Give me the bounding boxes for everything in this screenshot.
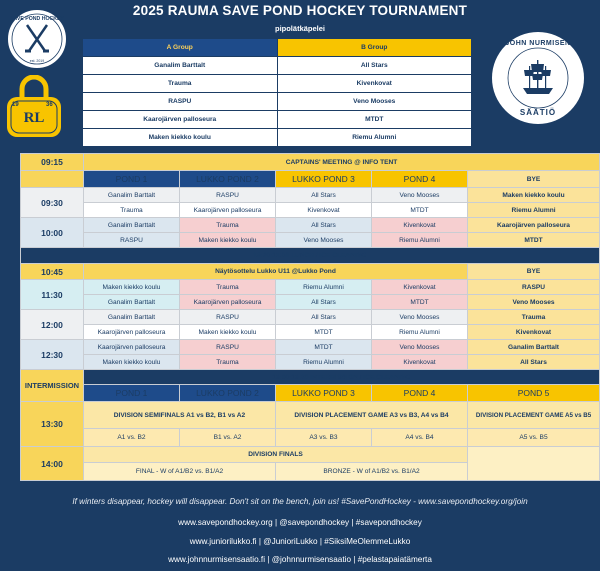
match-cell: Trauma [84, 203, 180, 218]
placement-game: DIVISION PLACEMENT GAME A3 vs B3, A4 vs B4 [276, 402, 468, 429]
division-finals: DIVISION FINALS [84, 447, 468, 463]
match-cell: Kivenkovat [372, 280, 468, 295]
group-b-team: Veno Mooses [277, 93, 472, 111]
match-cell: RASPU [180, 310, 276, 325]
group-a-team: Ganalim Barttalt [83, 57, 278, 75]
placement-game-5: DIVISION PLACEMENT GAME A5 vs B5 [468, 402, 600, 429]
match-cell: RASPU [84, 233, 180, 248]
match-cell: MTDT [276, 325, 372, 340]
time-cell: 09:15 [21, 154, 84, 171]
demo-game: Näytösottelu Lukko U11 @Lukko Pond [84, 264, 468, 280]
time-cell: 13:30 [21, 402, 84, 447]
empty-cell [468, 447, 600, 481]
lukko-year-b: 36 [46, 102, 53, 108]
match-cell: A3 vs. B3 [276, 429, 372, 447]
groups-table [82, 38, 472, 147]
match-cell: Kaarojärven palloseura [180, 203, 276, 218]
group-a-header: A Group [83, 39, 278, 57]
match-cell: Kivenkovat [276, 203, 372, 218]
match-cell: Veno Mooses [276, 233, 372, 248]
match-cell: Ganalim Barttalt [84, 218, 180, 233]
bye-header: BYE [468, 171, 600, 188]
group-a-team: RASPU [83, 93, 278, 111]
match-cell: All Stars [276, 218, 372, 233]
slogan-text: If winters disappear, hockey will disappear. Don't sit on the bench, join us! #SavePondHockey - www.savepondhockey.org/join [72, 497, 528, 506]
time-cell: 09:30 [21, 188, 84, 218]
group-b-team: Kivenkovat [277, 75, 472, 93]
time-cell: 12:30 [21, 340, 84, 370]
match-cell: RASPU [180, 188, 276, 203]
page-title: 2025 RAUMA SAVE POND HOCKEY TOURNAMENT [132, 3, 468, 18]
match-cell: Kaarojärven palloseura [84, 325, 180, 340]
match-cell: Veno Mooses [372, 340, 468, 355]
footer-line-jns: www.johnnurmisensaatio.fi | @johnnurmisensaatio | #pelastapaiatämerta [168, 555, 432, 564]
pond-header: POND 4 [372, 171, 468, 188]
match-cell: Veno Mooses [372, 188, 468, 203]
logo-year: est. 2019 [29, 59, 45, 63]
match-cell: Trauma [180, 355, 276, 370]
match-cell: Riemu Alumni [372, 325, 468, 340]
captains-meeting: CAPTAINS' MEETING @ INFO TENT [84, 154, 600, 171]
pond-header: POND 1 [84, 171, 180, 188]
nurmisen-text-top: JOHN NURMISEN [505, 40, 571, 47]
john-nurmisen-saatio-logo [490, 30, 586, 126]
lukko-logo [2, 75, 66, 141]
match-cell: Maken kiekko koulu [84, 280, 180, 295]
bye-team: Maken kiekko koulu [468, 188, 600, 203]
lukko-letters: RL [23, 110, 45, 126]
bye-team: Kaarojärven palloseura [468, 218, 600, 233]
group-b-team: MTDT [277, 111, 472, 129]
nurmisen-text-bottom: SÄÄTIÖ [519, 108, 557, 117]
match-cell: Kaarojärven palloseura [84, 340, 180, 355]
logo-text: SAVE POND HOCKEY [10, 16, 64, 22]
time-cell-empty [21, 171, 84, 188]
match-cell: A5 vs. B5 [468, 429, 600, 447]
time-cell: 14:00 [21, 447, 84, 481]
bye-team: Trauma [468, 310, 600, 325]
match-cell: All Stars [276, 310, 372, 325]
bye-team: RASPU [468, 280, 600, 295]
schedule-table [20, 153, 600, 481]
group-b-header: B Group [277, 39, 472, 57]
match-cell: MTDT [276, 340, 372, 355]
final-match: FINAL - W of A1/B2 vs. B1/A2 [84, 463, 276, 481]
group-b-team: Riemu Alumni [277, 129, 472, 147]
time-cell: 10:00 [21, 218, 84, 248]
bronze-match: BRONZE - W of A1/B2 vs. B1/A2 [276, 463, 468, 481]
group-a-team: Kaarojärven palloseura [83, 111, 278, 129]
pond-header: POND 1 [84, 385, 180, 402]
pond-header: POND 5 [468, 385, 600, 402]
time-cell: 10:45 [21, 264, 84, 280]
time-cell: 12:00 [21, 310, 84, 340]
intermission-label: INTERMISSION [21, 370, 84, 402]
match-cell: Maken kiekko koulu [84, 355, 180, 370]
pond-header: LUKKO POND 2 [180, 171, 276, 188]
match-cell: B1 vs. A2 [180, 429, 276, 447]
match-cell: Riemu Alumni [276, 280, 372, 295]
match-cell: Maken kiekko koulu [180, 325, 276, 340]
match-cell: Kivenkovat [372, 355, 468, 370]
match-cell: A4 vs. B4 [372, 429, 468, 447]
footer-line-lukko: www.juniorilukko.fi | @JunioriLukko | #SiksiMeOlemmeLukko [189, 537, 411, 546]
match-cell: Trauma [180, 218, 276, 233]
group-a-team: Trauma [83, 75, 278, 93]
match-cell: All Stars [276, 188, 372, 203]
lunch-break: 10:30-11:00 LUNCH / ICE CLEANING [21, 248, 600, 264]
match-cell: Veno Mooses [372, 310, 468, 325]
match-cell: Kivenkovat [372, 218, 468, 233]
match-cell: Riemu Alumni [372, 233, 468, 248]
match-cell: RASPU [180, 340, 276, 355]
group-b-team: All Stars [277, 57, 472, 75]
pond-header: LUKKO POND 3 [276, 171, 372, 188]
lukko-year-a: 19 [12, 102, 19, 108]
bye-team: Ganalim Barttalt [468, 340, 600, 355]
bye-team: Kivenkovat [468, 325, 600, 340]
page-subtitle: pipolätkäpelei [274, 24, 325, 33]
group-a-team: Maken kiekko koulu [83, 129, 278, 147]
footer-line-sph: www.savepondhockey.org | @savepondhockey | #savepondhockey [178, 518, 422, 527]
pond-header: LUKKO POND 2 [180, 385, 276, 402]
time-cell: 11:30 [21, 280, 84, 310]
match-cell: Riemu Alumni [276, 355, 372, 370]
match-cell: Ganalim Barttalt [84, 188, 180, 203]
match-cell: Ganalim Barttalt [84, 295, 180, 310]
match-cell: A1 vs. B2 [84, 429, 180, 447]
match-cell: Ganalim Barttalt [84, 310, 180, 325]
match-cell: Trauma [180, 280, 276, 295]
bye-header: BYE [468, 264, 600, 280]
match-cell: Maken kiekko koulu [180, 233, 276, 248]
bye-team: MTDT [468, 233, 600, 248]
save-pond-hockey-logo [5, 7, 69, 71]
match-cell: All Stars [276, 295, 372, 310]
bye-team: Riemu Alumni [468, 203, 600, 218]
pond-header: LUKKO POND 3 [276, 385, 372, 402]
pond-header: POND 4 [372, 385, 468, 402]
bye-team: All Stars [468, 355, 600, 370]
match-cell: MTDT [372, 203, 468, 218]
match-cell: Kaarojärven palloseura [180, 295, 276, 310]
intermission-break: 13:00-13:30 INTERMISSION / ICE CLEANING [84, 370, 600, 385]
semifinals: DIVISION SEMIFINALS A1 vs B2, B1 vs A2 [84, 402, 276, 429]
match-cell: MTDT [372, 295, 468, 310]
bye-team: Veno Mooses [468, 295, 600, 310]
